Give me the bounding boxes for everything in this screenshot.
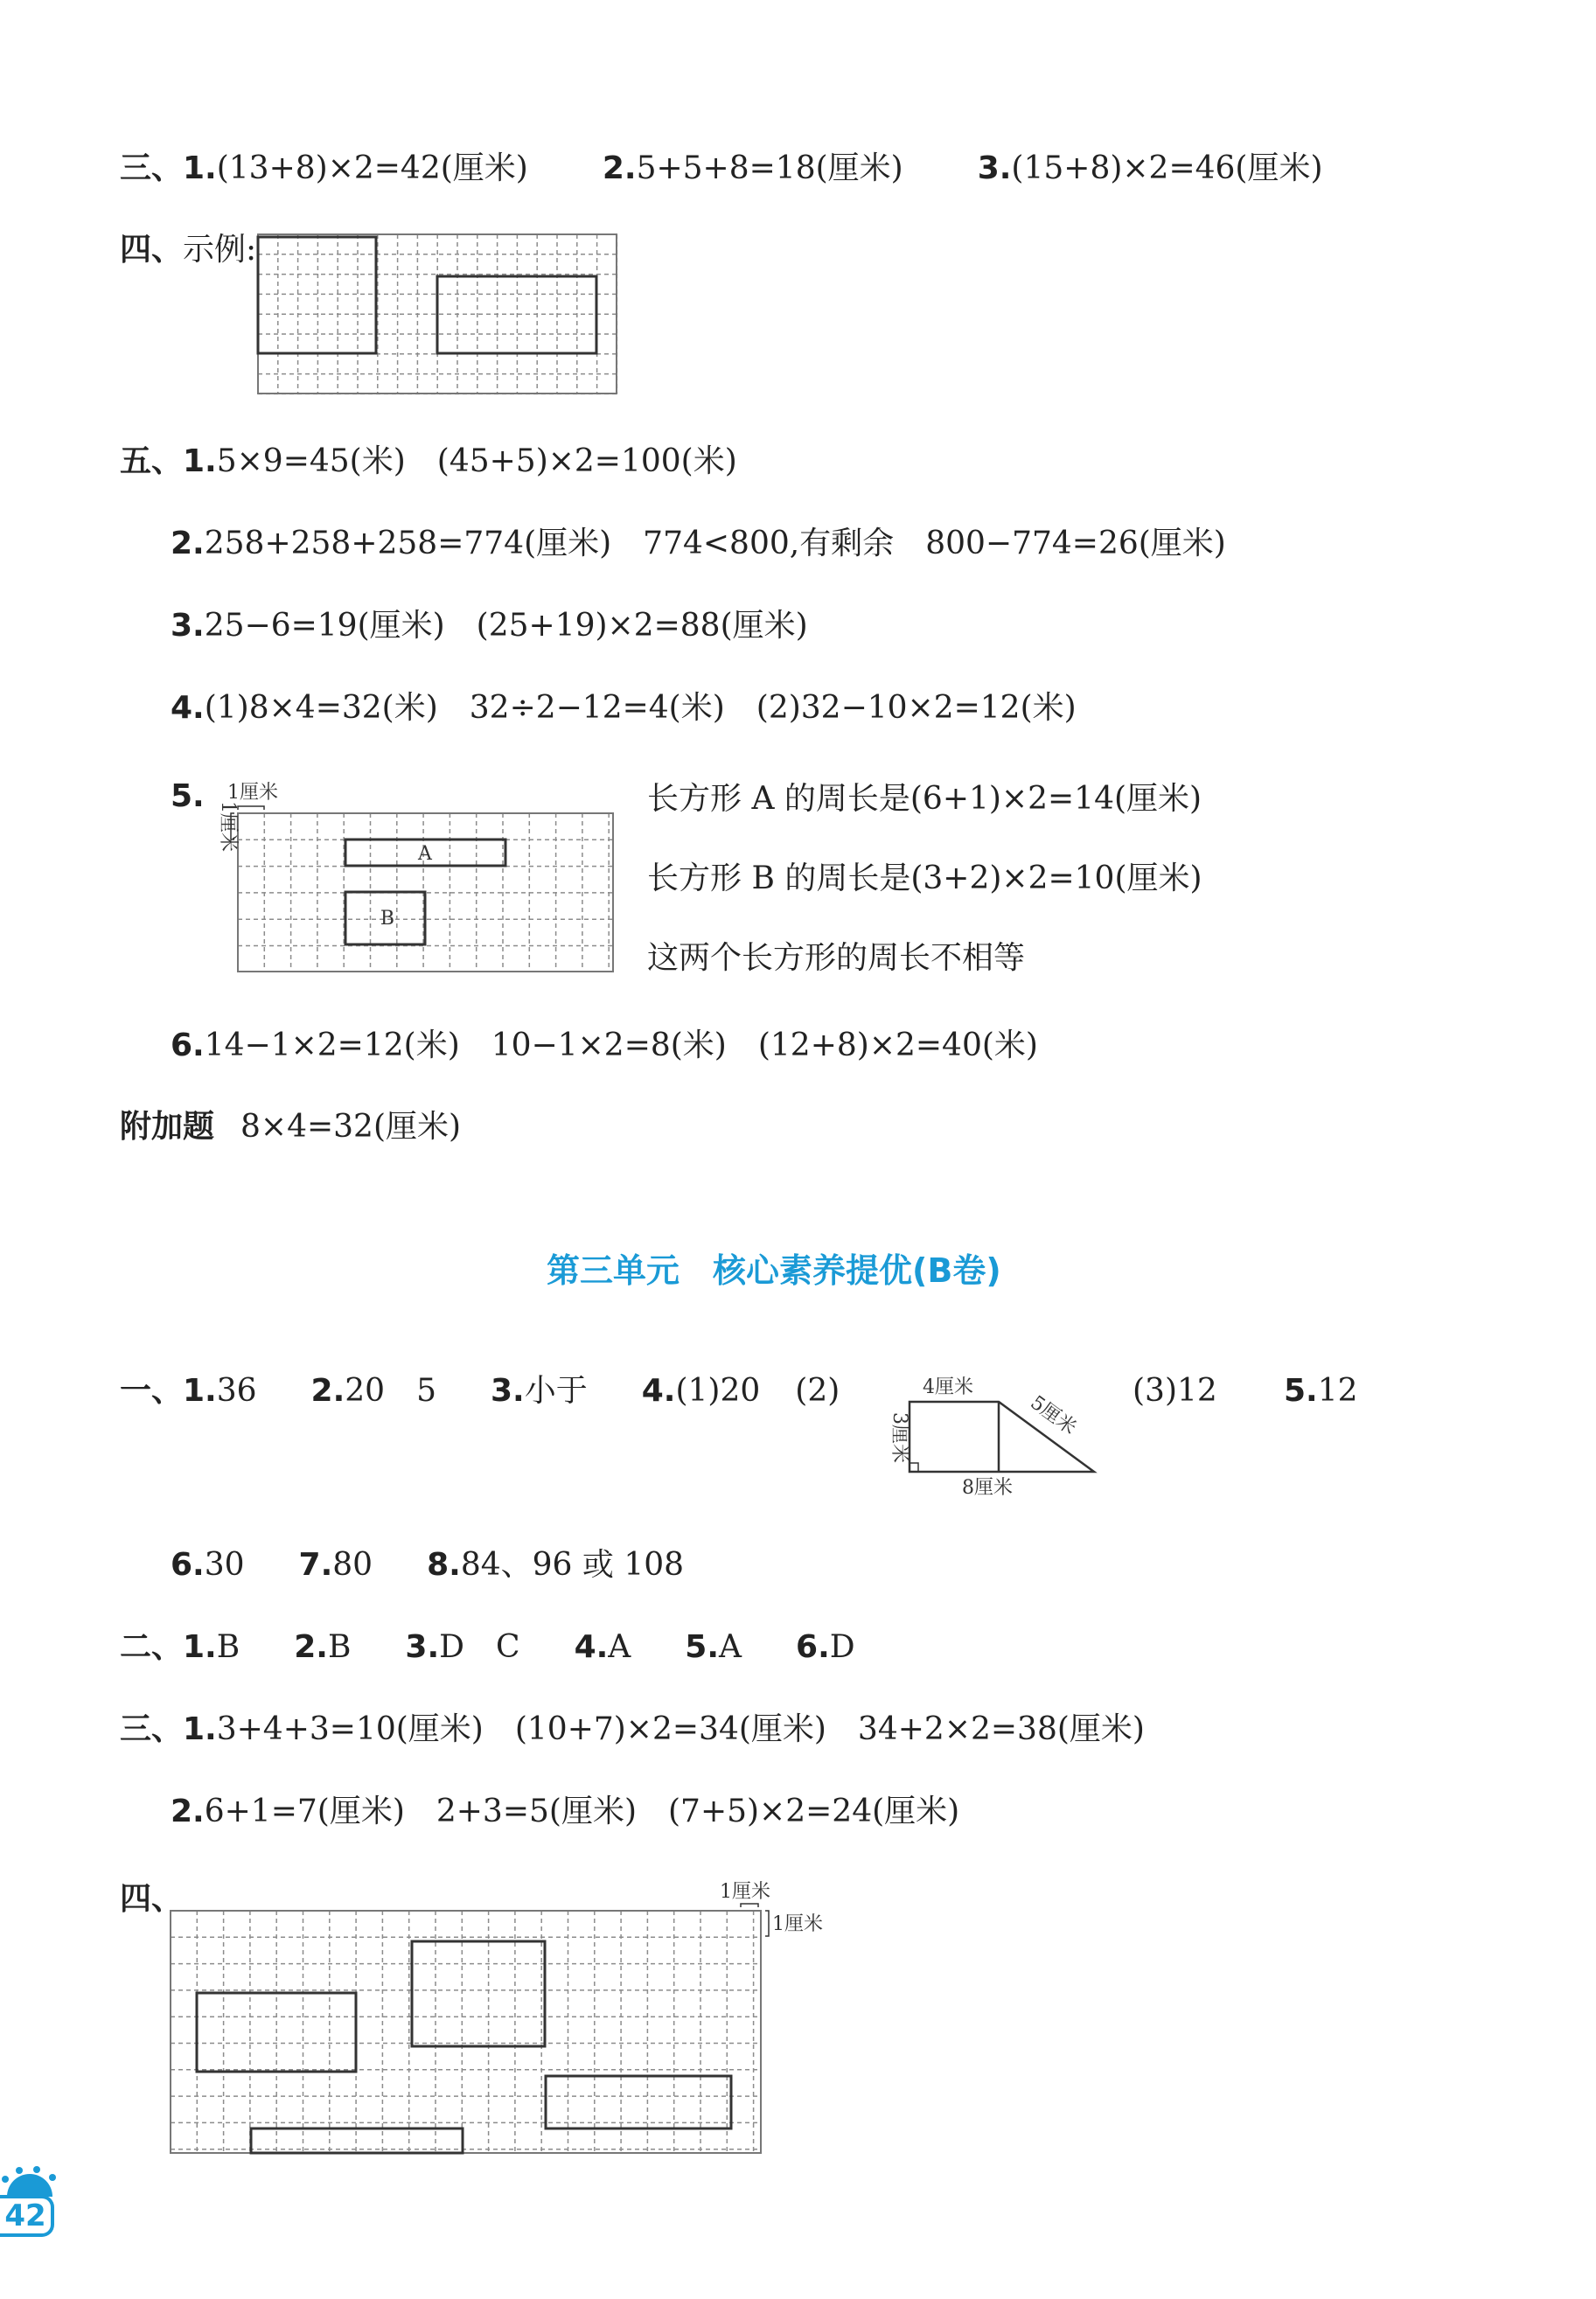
unit-horizontal-label: 1厘米 bbox=[720, 1881, 770, 1903]
answer-5-6: 6.14−1×2=12(米) 10−1×2=8(米) (12+8)×2=40(米) bbox=[171, 1028, 1038, 1063]
trapezoid-figure bbox=[879, 1369, 1115, 1500]
unit-horizontal-label: 1厘米 bbox=[227, 782, 278, 804]
bonus-answer: 附加题 8×4=32(厘米) bbox=[120, 1109, 462, 1145]
answer-b-1: 一、1.36 2.20 5 3.小于 4.(1)20 (2) bbox=[120, 1373, 840, 1409]
answer-b-1-6-8: 6.30 7.80 8.84、96 或 108 bbox=[171, 1547, 685, 1583]
answer-5-5-a: 长方形 A 的周长是(6+1)×2=14(厘米) bbox=[647, 781, 1202, 817]
answer-5-5-b: 长方形 B 的周长是(3+2)×2=10(厘米) bbox=[647, 860, 1202, 896]
grid-figure-rectangles-ab bbox=[206, 777, 617, 973]
sun-icon bbox=[0, 2167, 61, 2197]
trapezoid-left-label: 3厘米 bbox=[889, 1412, 910, 1463]
trapezoid-slant-label: 5厘米 bbox=[1026, 1391, 1081, 1439]
answer-5-5-c: 这两个长方形的周长不相等 bbox=[647, 940, 1026, 976]
grid-figure-example bbox=[258, 234, 618, 395]
page-number: 42 bbox=[0, 2195, 54, 2237]
trapezoid-bottom-label: 8厘米 bbox=[962, 1477, 1013, 1499]
trapezoid-top-label: 4厘米 bbox=[923, 1376, 973, 1398]
answer-b-2: 二、1.B 2.B 3.D C 4.A 5.A 6.D bbox=[120, 1629, 855, 1665]
answer-5-2: 2.258+258+258=774(厘米) 774<800,有剩余 800−774=26(厘米) bbox=[171, 526, 1226, 561]
rectangle-3 bbox=[546, 2076, 731, 2128]
grid-figure-four-rectangles bbox=[171, 1880, 826, 2160]
section-label-4: 四、 bbox=[120, 232, 184, 268]
section-label-b-4: 四、 bbox=[120, 1881, 184, 1917]
answer-3: 三、1.(13+8)×2=42(厘米) 2.5+5+8=18(厘米) 3.(15+8)×2=46(厘米) bbox=[120, 150, 1323, 186]
answer-b-1-5: 5.12 bbox=[1284, 1373, 1358, 1409]
answer-b-3-2: 2.6+1=7(厘米) 2+3=5(厘米) (7+5)×2=24(厘米) bbox=[171, 1794, 960, 1829]
answer-5-3: 3.25−6=19(厘米) (25+19)×2=88(厘米) bbox=[171, 608, 808, 644]
answer-b-1-4-3: (3)12 bbox=[1133, 1373, 1217, 1409]
answer-5-4: 4.(1)8×4=32(米) 32÷2−12=4(米) (2)32−10×2=12(米) bbox=[171, 690, 1077, 726]
unit-vertical-label: 1厘米 bbox=[217, 801, 239, 852]
answer-5-5-label: 5. bbox=[171, 778, 205, 814]
answer-4: 四、示例: bbox=[120, 232, 257, 268]
answer-5-1: 五、1.5×9=45(米) (45+5)×2=100(米) bbox=[120, 443, 737, 479]
answer-b-3-1: 三、1.3+4+3=10(厘米) (10+7)×2=34(厘米) 34+2×2=38(厘米) bbox=[120, 1711, 1145, 1747]
section-title: 第三单元 核心素养提优(B卷) bbox=[547, 1251, 1001, 1290]
section-label-3: 三、1. bbox=[120, 150, 217, 186]
rectangle-2 bbox=[412, 1941, 545, 2046]
unit-vertical-label: 1厘米 bbox=[772, 1913, 823, 1935]
rectangle-b-label: B bbox=[380, 908, 395, 930]
rectangle-a-label: A bbox=[418, 843, 432, 865]
